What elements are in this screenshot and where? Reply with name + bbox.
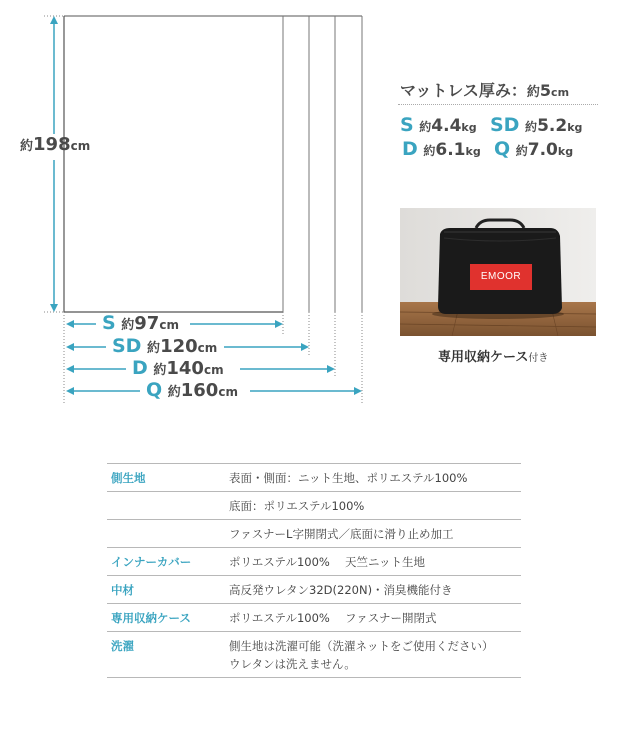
spec-label: インナーカバー xyxy=(111,555,192,569)
storage-case-photo xyxy=(400,208,596,336)
spec-label: 側生地 xyxy=(111,471,146,485)
width-label-d: D 約140cm xyxy=(132,357,224,379)
spec-label xyxy=(107,520,229,548)
divider xyxy=(398,104,598,105)
table-row xyxy=(107,492,521,520)
table-row xyxy=(107,464,521,492)
width-label-q: Q 約160cm xyxy=(146,379,238,401)
spec-label: 洗濯 xyxy=(111,639,134,653)
spec-value: 表面・側面：ニット生地、ポリエステル100% xyxy=(229,471,468,485)
table-row xyxy=(107,548,521,576)
table-row xyxy=(107,520,521,548)
spec-value: 高反発ウレタン32D(220N)・消臭機能付き xyxy=(229,583,453,597)
length-label: 約198cm xyxy=(20,134,91,155)
spec-value-line: 側生地は洗濯可能（洗濯ネットをご使用ください） xyxy=(229,639,494,653)
spec-value-line: ウレタンは洗えません。 xyxy=(229,657,356,671)
brand-logo: EMOOR xyxy=(480,271,522,282)
weight-d: D 約6.1kg xyxy=(402,138,481,160)
thickness-label: マットレス厚み：約5cm xyxy=(400,81,570,100)
table-row xyxy=(107,604,521,632)
weight-q: Q 約7.0kg xyxy=(494,138,574,160)
size-diagram xyxy=(0,0,390,420)
table-row xyxy=(107,576,521,604)
spec-label xyxy=(107,492,229,520)
spec-value: ファスナーL字開閉式／底面に滑り止め加工 xyxy=(229,527,454,541)
spec-value: 底面：ポリエステル100% xyxy=(229,499,365,513)
spec-table xyxy=(107,463,521,678)
spec-label: 中材 xyxy=(111,583,134,597)
spec-value xyxy=(229,632,521,678)
spec-label: 専用収納ケース xyxy=(111,611,191,625)
table-row xyxy=(107,632,521,678)
weight-sd: SD 約5.2kg xyxy=(490,114,583,136)
spec-value: ポリエステル100% ファスナー開閉式 xyxy=(229,611,437,625)
width-label-s: S 約97cm xyxy=(102,312,179,334)
weight-s: S 約4.4kg xyxy=(400,114,477,136)
photo-caption: 専用収納ケース付き xyxy=(438,350,549,365)
width-label-sd: SD 約120cm xyxy=(112,335,218,357)
spec-value: ポリエステル100% 天竺ニット生地 xyxy=(229,555,426,569)
